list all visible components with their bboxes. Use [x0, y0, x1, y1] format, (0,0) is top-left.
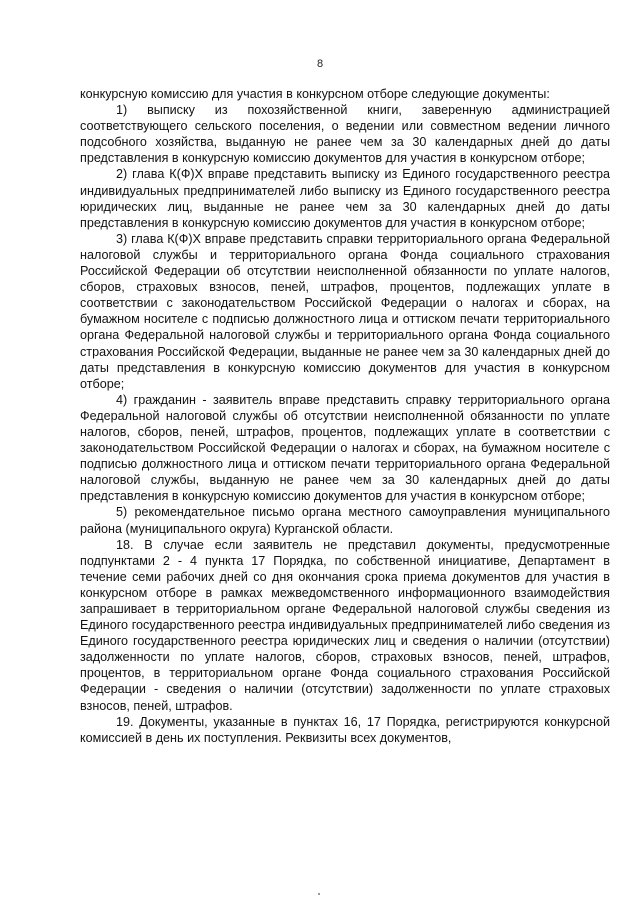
paragraph-clause-19: 19. Документы, указанные в пунктах 16, 17 Порядка, регистрируются конкурсной комиссией в день их поступления. Реквизиты всех документов, — [80, 714, 610, 745]
paragraph-item-4: 4) гражданин - заявитель вправе представить справку территориального органа Федеральной налоговой службы об отсутствии неисполненной обязанности по уплате налогов, сборов, пеней, штрафов, процентов, подлежащих уплате в соответствии с законодательством Российской Федерации о налогах и сборах, на бумажном носителе с подписью должностного лица и оттиском печати территориального органа Федеральной налоговой службы, выданную не ранее чем за 30 календарных дней до даты представления в конкурсную комиссию документов для участия в конкурсном отборе; — [80, 392, 610, 504]
paragraph-item-1: 1) выписку из похозяйственной книги, заверенную администрацией соответствующего сельского поселения, о ведении или совместном ведении личного подсобного хозяйства, выданную не ранее чем за 30 календарных дней до даты представления в конкурсную комиссию документов для участия в конкурсном отборе; — [80, 103, 610, 166]
paragraph-item-3: 3) глава К(Ф)Х вправе представить справки территориального органа Федеральной налоговой службы и территориального органа Фонда социального страхования Российской Федерации об отсутствии неисполненной обязанности по уплате налогов, сборов, страховых взносов, пеней, штрафов, процентов, подлежащих уплате в соответствии с законодательством Российской Федерации о налогах и сборах, на бумажном носителе с подписью должностного лица и оттиском печати территориального органа Федеральной налоговой службы и территориального органа Фонда социального страхования Российской Федерации, выданные не ранее чем за 30 календарных дней до даты представления в конкурсную комиссию документов для участия в конкурсном отборе; — [80, 231, 610, 391]
scan-speck — [318, 893, 320, 895]
paragraph-intro-continuation: конкурсную комиссию для участия в конкурсном отборе следующие документы: — [80, 87, 550, 101]
document-body — [80, 86, 610, 746]
paragraph-clause-18: 18. В случае если заявитель не представил документы, предусмотренные подпунктами 2 - 4 пункта 17 Порядка, по собственной инициативе, Департамент в течение семи рабочих дней со дня окончания срока приема документов для участия в конкурсном отборе в рамках межведомственного информационного взаимодействия запрашивает в территориальном органе Федеральной налоговой службы сведения из Единого государственного реестра индивидуальных предпринимателей либо сведения из Единого государственного реестра юридических лиц и сведения о наличии (отсутствии) задолженности по уплате налогов, сборов, страховых взносов, пеней, штрафов, процентов, в территориальном органе Фонда социального страхования Российской Федерации - сведения о наличии (отсутствии) задолженности по уплате страховых взносов, пеней, штрафов. — [80, 537, 610, 713]
paragraph-item-5: 5) рекомендательное письмо органа местного самоуправления муниципального района (муниципального округа) Курганской области. — [80, 505, 610, 536]
page-number: 8 — [316, 58, 324, 70]
paragraph-item-2: 2) глава К(Ф)Х вправе представить выписку из Единого государственного реестра индивидуальных предпринимателей либо выписку из Единого государственного реестра юридических лиц, выданные не ранее чем за 30 календарных дней до даты представления в конкурсную комиссию документов для участия в конкурсном отборе; — [80, 167, 610, 230]
